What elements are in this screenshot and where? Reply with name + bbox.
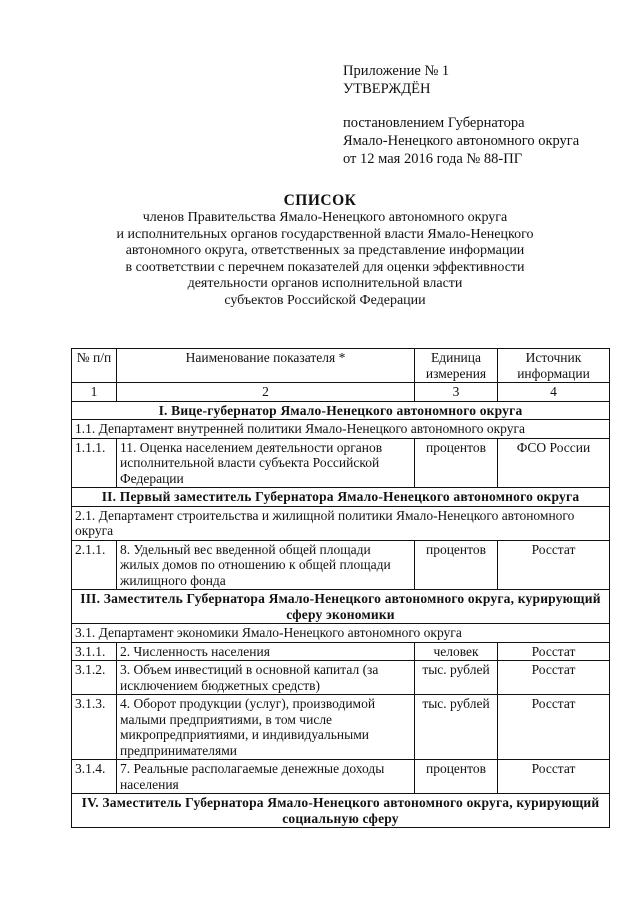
department-row — [72, 506, 610, 540]
indicator-source: Росстат — [498, 540, 610, 590]
indicator-name: 2. Численность населения — [117, 642, 415, 661]
indicator-name: 11. Оценка населением деятельности органов исполнительной власти субъекта Российской Федерации — [117, 438, 415, 488]
header-row — [72, 349, 610, 383]
table-row — [72, 661, 610, 695]
indicator-unit: человек — [415, 642, 498, 661]
indicator-name: 4. Оборот продукции (услуг), производимой малыми предприятиями, в том числе микропредприятиями, и индивидуальными предпринимателями — [117, 695, 415, 760]
indicator-name: 7. Реальные располагаемые денежные доходы населения — [117, 760, 415, 794]
indicator-unit: процентов — [415, 760, 498, 794]
indicator-unit: тыс. рублей — [415, 695, 498, 760]
table-row — [72, 695, 610, 760]
column-number: 1 — [72, 383, 117, 402]
subtitle-line: членов Правительства Ямало-Ненецкого автономного округа — [142, 210, 508, 225]
department-row — [72, 624, 610, 643]
appendix-number: Приложение № 1 — [343, 63, 450, 79]
column-number: 3 — [415, 383, 498, 402]
table-row — [72, 438, 610, 488]
section-title: III. Заместитель Губернатора Ямало-Ненецкого автономного округа, курирующий сферу экономики — [72, 590, 610, 624]
subtitle-line: субъектов Российской Федерации — [224, 292, 426, 308]
decree-line-1: постановлением Губернатора — [343, 115, 525, 131]
subtitle-line: автономного округа, ответственных за представление информации — [125, 243, 525, 258]
section-row — [72, 488, 610, 507]
document-subtitle — [60, 210, 590, 309]
indicators-table — [71, 348, 610, 828]
header-name: Наименование показателя * — [117, 349, 415, 383]
section-row — [72, 794, 610, 828]
approved-label: УТВЕРЖДЁН — [343, 81, 431, 97]
header-unit: Единица измерения — [415, 349, 498, 383]
decree-line-2: Ямало-Ненецкого автономного округа — [343, 133, 580, 149]
header-source: Источник информации — [498, 349, 610, 383]
section-row — [72, 401, 610, 420]
department-title: 3.1. Департамент экономики Ямало-Ненецкого автономного округа — [72, 624, 610, 643]
row-number: 2.1.1. — [72, 540, 117, 590]
indicator-unit: процентов — [415, 438, 498, 488]
appendix-block — [343, 62, 579, 168]
column-numbers-row — [72, 383, 610, 402]
indicator-source: Росстат — [498, 760, 610, 794]
row-number: 3.1.2. — [72, 661, 117, 695]
document-title: СПИСОК — [283, 192, 357, 209]
table-row — [72, 760, 610, 794]
indicator-name: 8. Удельный вес введенной общей площади жилых домов по отношению к общей площади жилищного фонда — [117, 540, 415, 590]
indicator-source: Росстат — [498, 642, 610, 661]
subtitle-line: деятельности органов исполнительной власти — [187, 276, 463, 291]
row-number: 3.1.4. — [72, 760, 117, 794]
department-row — [72, 420, 610, 439]
table-row — [72, 642, 610, 661]
table-row — [72, 540, 610, 590]
indicator-source: Росстат — [498, 695, 610, 760]
section-title: IV. Заместитель Губернатора Ямало-Ненецкого автономного округа, курирующий социальную сферу — [72, 794, 610, 828]
row-number: 3.1.3. — [72, 695, 117, 760]
column-number: 2 — [117, 383, 415, 402]
subtitle-line: в соответствии с перечнем показателей для оценки эффективности — [125, 259, 525, 275]
row-number: 1.1.1. — [72, 438, 117, 488]
department-title: 2.1. Департамент строительства и жилищной политики Ямало-Ненецкого автономного округа — [72, 506, 610, 540]
indicator-unit: процентов — [415, 540, 498, 590]
department-title: 1.1. Департамент внутренней политики Ямало-Ненецкого автономного округа — [72, 420, 610, 439]
subtitle-line: и исполнительных органов государственной власти Ямало-Ненецкого — [116, 226, 534, 242]
indicator-source: ФСО России — [498, 438, 610, 488]
decree-line-3: от 12 мая 2016 года № 88-ПГ — [343, 151, 523, 167]
section-title: II. Первый заместитель Губернатора Ямало-Ненецкого автономного округа — [72, 488, 610, 507]
header-num: № п/п — [72, 349, 117, 383]
indicator-name: 3. Объем инвестиций в основной капитал (за исключением бюджетных средств) — [117, 661, 415, 695]
indicator-source: Росстат — [498, 661, 610, 695]
section-title: I. Вице-губернатор Ямало-Ненецкого автономного округа — [72, 401, 610, 420]
section-row — [72, 590, 610, 624]
row-number: 3.1.1. — [72, 642, 117, 661]
column-number: 4 — [498, 383, 610, 402]
indicator-unit: тыс. рублей — [415, 661, 498, 695]
